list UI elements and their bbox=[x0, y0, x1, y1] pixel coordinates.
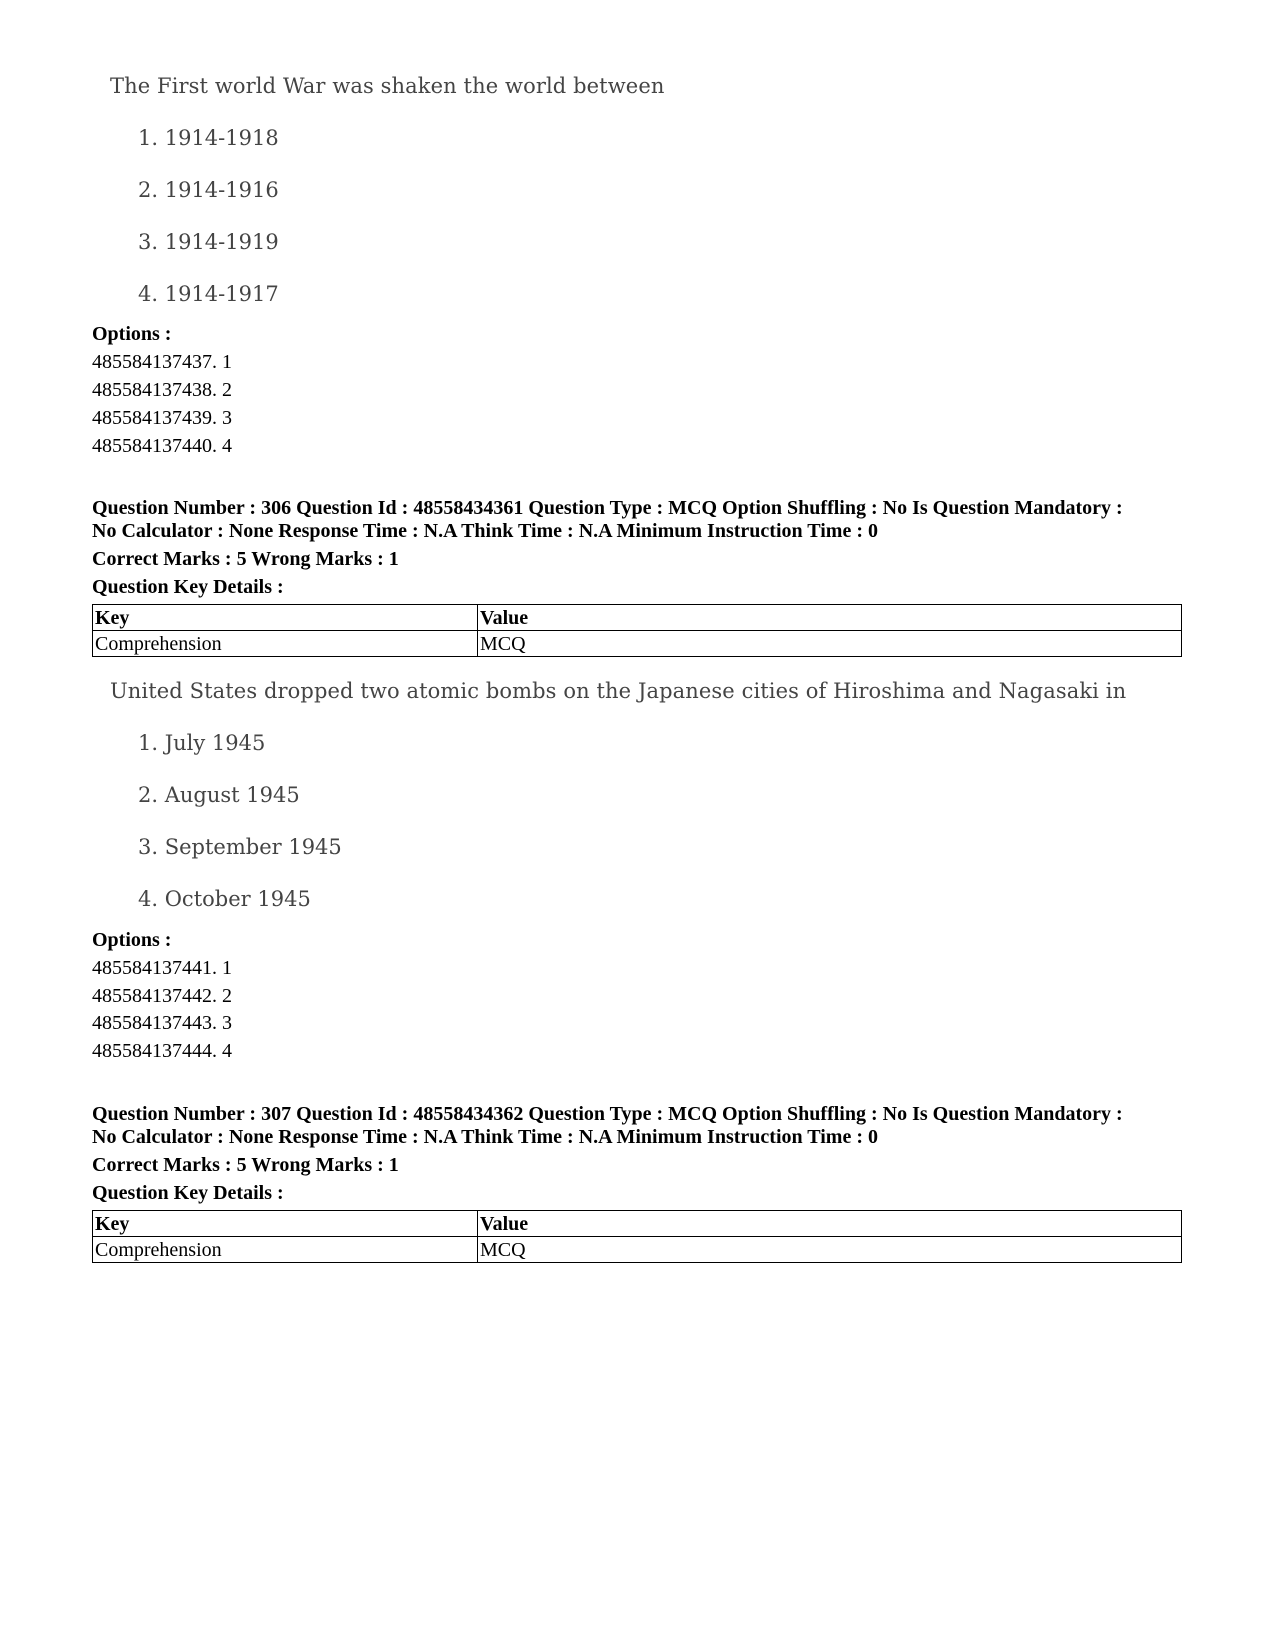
choice-1: 1. July 1945 bbox=[138, 731, 266, 755]
question-text: The First world War was shaken the world between bbox=[110, 74, 665, 98]
key-details-label: Question Key Details : bbox=[92, 1182, 284, 1204]
table-cell-value: MCQ bbox=[478, 631, 1182, 657]
table-row bbox=[93, 631, 1182, 657]
key-details-table bbox=[92, 1210, 1182, 1263]
table-header-row bbox=[93, 605, 1182, 631]
table-cell-key: Comprehension bbox=[93, 1237, 478, 1263]
choice-4: 4. October 1945 bbox=[138, 887, 311, 911]
marks-line: Correct Marks : 5 Wrong Marks : 1 bbox=[92, 548, 399, 570]
choice-2: 2. 1914-1916 bbox=[138, 178, 279, 202]
choice-1: 1. 1914-1918 bbox=[138, 126, 279, 150]
option-line: 485584137440. 4 bbox=[92, 435, 232, 457]
table-header-key: Key bbox=[93, 605, 478, 631]
choice-3: 3. 1914-1919 bbox=[138, 230, 279, 254]
marks-line: Correct Marks : 5 Wrong Marks : 1 bbox=[92, 1154, 399, 1176]
question-meta-continued: No Calculator : None Response Time : N.A Think Time : N.A Minimum Instruction Time : 0 bbox=[92, 520, 878, 542]
option-line: 485584137438. 2 bbox=[92, 379, 232, 401]
table-header-row bbox=[93, 1211, 1182, 1237]
option-line: 485584137441. 1 bbox=[92, 957, 232, 979]
option-line: 485584137444. 4 bbox=[92, 1040, 232, 1062]
choice-2: 2. August 1945 bbox=[138, 783, 300, 807]
key-details-table bbox=[92, 604, 1182, 657]
question-text: United States dropped two atomic bombs on the Japanese cities of Hiroshima and Nagasaki in bbox=[110, 679, 1127, 703]
option-line: 485584137442. 2 bbox=[92, 985, 232, 1007]
table-cell-value: MCQ bbox=[478, 1237, 1182, 1263]
choice-4: 4. 1914-1917 bbox=[138, 282, 279, 306]
question-meta: Question Number : 307 Question Id : 48558434362 Question Type : MCQ Option Shuffling : No Is Question Mandatory : bbox=[92, 1103, 1123, 1125]
option-line: 485584137437. 1 bbox=[92, 351, 232, 373]
option-line: 485584137439. 3 bbox=[92, 407, 232, 429]
options-label: Options : bbox=[92, 323, 172, 345]
key-details-label: Question Key Details : bbox=[92, 576, 284, 598]
question-meta-continued: No Calculator : None Response Time : N.A Think Time : N.A Minimum Instruction Time : 0 bbox=[92, 1126, 878, 1148]
table-row bbox=[93, 1237, 1182, 1263]
options-label: Options : bbox=[92, 929, 172, 951]
table-cell-key: Comprehension bbox=[93, 631, 478, 657]
table-header-value: Value bbox=[478, 605, 1182, 631]
choice-3: 3. September 1945 bbox=[138, 835, 342, 859]
table-header-key: Key bbox=[93, 1211, 478, 1237]
table-header-value: Value bbox=[478, 1211, 1182, 1237]
question-meta: Question Number : 306 Question Id : 48558434361 Question Type : MCQ Option Shuffling : No Is Question Mandatory : bbox=[92, 497, 1123, 519]
option-line: 485584137443. 3 bbox=[92, 1012, 232, 1034]
